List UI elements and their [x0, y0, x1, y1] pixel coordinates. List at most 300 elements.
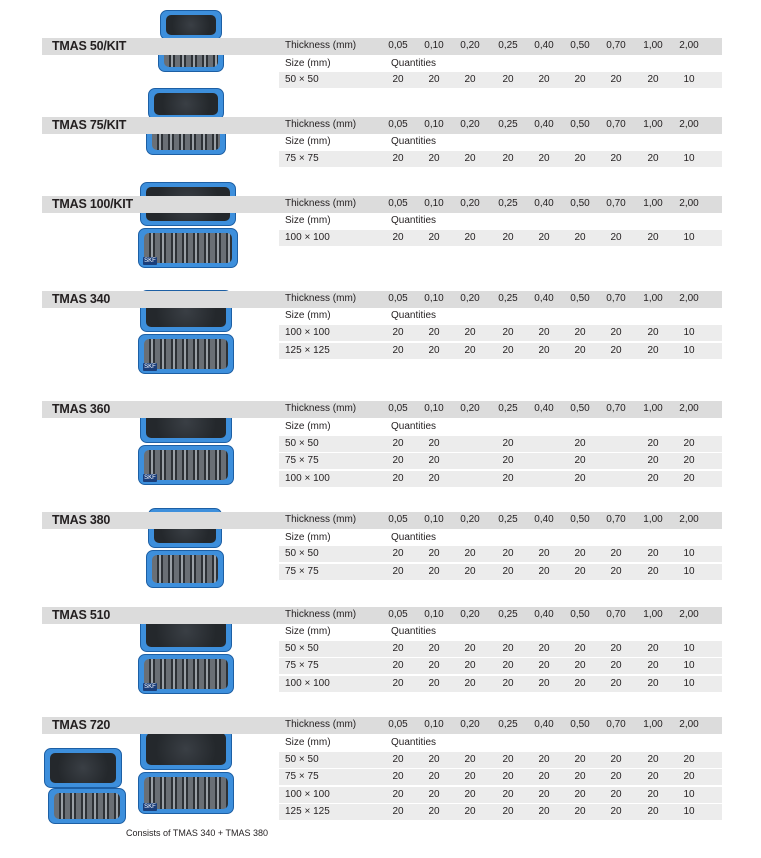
quantity-cell: 20 [538, 754, 550, 765]
quantity-cell: 20 [574, 153, 586, 164]
quantity-cell: 20 [610, 678, 622, 689]
table-row [279, 769, 722, 785]
size-label: Size (mm) [285, 136, 331, 147]
quantity-cell: 20 [538, 643, 550, 654]
case-lid-image [160, 10, 222, 40]
thickness-value: 2,00 [679, 719, 699, 730]
thickness-row [279, 196, 722, 212]
quantity-cell: 20 [647, 232, 659, 243]
quantity-cell: 20 [647, 806, 659, 817]
size-value: 100 × 100 [285, 327, 330, 338]
thickness-value: 0,10 [424, 198, 444, 209]
quantity-cell: 20 [392, 74, 404, 85]
quantity-cell: 20 [574, 806, 586, 817]
thickness-value: 0,70 [606, 119, 626, 130]
thickness-value: 0,10 [424, 293, 444, 304]
quantity-cell: 10 [683, 789, 695, 800]
quantity-cell: 20 [574, 327, 586, 338]
quantity-cell: 20 [392, 438, 404, 449]
table-row [279, 151, 722, 167]
thickness-value: 1,00 [643, 293, 663, 304]
size-value: 75 × 75 [285, 153, 319, 164]
table-row [279, 641, 722, 657]
quantity-cell: 20 [647, 473, 659, 484]
quantity-cell: 20 [683, 771, 695, 782]
thickness-value: 0,25 [498, 514, 518, 525]
quantity-cell: 20 [610, 754, 622, 765]
thickness-value: 0,05 [388, 403, 408, 414]
quantity-cell: 20 [574, 660, 586, 671]
quantity-cell: 20 [502, 74, 514, 85]
thickness-value: 0,25 [498, 719, 518, 730]
quantity-cell: 20 [464, 789, 476, 800]
thickness-value: 0,20 [460, 514, 480, 525]
quantity-cell: 10 [683, 806, 695, 817]
quantity-cell: 20 [392, 327, 404, 338]
quantity-cell: 20 [610, 660, 622, 671]
quantity-cell: 10 [683, 327, 695, 338]
quantity-cell: 20 [392, 473, 404, 484]
quantity-cell: 10 [683, 232, 695, 243]
quantity-cell: 20 [610, 345, 622, 356]
thickness-value: 0,05 [388, 293, 408, 304]
quantity-cell: 10 [683, 566, 695, 577]
size-label: Size (mm) [285, 421, 331, 432]
case-lid-image [44, 748, 122, 788]
quantity-cell: 20 [392, 771, 404, 782]
quantity-cell: 20 [464, 345, 476, 356]
quantity-cell: 20 [464, 678, 476, 689]
quantity-cell: 20 [502, 455, 514, 466]
thickness-value: 0,05 [388, 719, 408, 730]
thickness-value: 0,40 [534, 514, 554, 525]
thickness-value: 0,70 [606, 403, 626, 414]
quantity-cell: 20 [683, 754, 695, 765]
thickness-value: 0,50 [570, 293, 590, 304]
size-label: Size (mm) [285, 532, 331, 543]
skf-logo-icon: SKF [144, 258, 156, 264]
quantity-cell: 20 [683, 473, 695, 484]
thickness-value: 0,40 [534, 119, 554, 130]
thickness-value: 0,05 [388, 609, 408, 620]
quantity-cell: 10 [683, 548, 695, 559]
case-tray-image [138, 334, 234, 374]
size-label: Size (mm) [285, 58, 331, 69]
thickness-value: 0,50 [570, 719, 590, 730]
thickness-value: 0,40 [534, 198, 554, 209]
quantity-cell: 20 [392, 345, 404, 356]
size-header-row [279, 419, 722, 435]
quantity-cell: 20 [574, 74, 586, 85]
thickness-value: 0,20 [460, 719, 480, 730]
thickness-value: 2,00 [679, 609, 699, 620]
quantity-cell: 20 [574, 678, 586, 689]
quantity-cell: 20 [428, 153, 440, 164]
table-row [279, 676, 722, 692]
thickness-value: 0,10 [424, 40, 444, 51]
quantity-cell: 20 [538, 678, 550, 689]
thickness-value: 0,50 [570, 403, 590, 414]
thickness-value: 0,20 [460, 40, 480, 51]
quantity-cell: 20 [502, 153, 514, 164]
quantity-cell: 20 [464, 806, 476, 817]
quantity-cell: 20 [574, 455, 586, 466]
quantity-cell: 20 [647, 327, 659, 338]
quantity-cell: 20 [464, 643, 476, 654]
case-tray-image [138, 228, 238, 268]
thickness-value: 1,00 [643, 609, 663, 620]
quantity-cell: 20 [538, 789, 550, 800]
quantity-cell: 20 [428, 806, 440, 817]
quantity-cell: 20 [610, 327, 622, 338]
skf-logo-icon: SKF [144, 475, 156, 481]
quantity-cell: 20 [610, 232, 622, 243]
quantity-cell: 20 [428, 438, 440, 449]
quantity-cell: 20 [538, 345, 550, 356]
thickness-value: 0,05 [388, 198, 408, 209]
thickness-value: 0,10 [424, 119, 444, 130]
size-header-row [279, 56, 722, 72]
quantity-cell: 20 [464, 771, 476, 782]
thickness-value: 0,20 [460, 119, 480, 130]
thickness-row [279, 717, 722, 733]
table-row [279, 453, 722, 469]
quantity-cell: 20 [502, 232, 514, 243]
thickness-value: 1,00 [643, 719, 663, 730]
quantity-cell: 20 [464, 548, 476, 559]
quantity-cell: 20 [647, 438, 659, 449]
quantity-cell: 20 [428, 232, 440, 243]
quantity-cell: 20 [502, 754, 514, 765]
quantity-cell: 20 [610, 789, 622, 800]
size-header-row [279, 624, 722, 640]
quantity-cell: 20 [574, 566, 586, 577]
thickness-value: 0,70 [606, 198, 626, 209]
table-row [279, 436, 722, 452]
quantity-cell: 20 [538, 327, 550, 338]
quantity-cell: 20 [464, 327, 476, 338]
size-value: 100 × 100 [285, 789, 330, 800]
thickness-value: 1,00 [643, 403, 663, 414]
quantities-label: Quantities [391, 626, 437, 637]
size-value: 125 × 125 [285, 345, 330, 356]
quantity-cell: 20 [502, 789, 514, 800]
quantity-cell: 20 [574, 438, 586, 449]
thickness-value: 0,25 [498, 40, 518, 51]
kit-name: TMAS 340 [52, 292, 111, 306]
thickness-value: 0,10 [424, 514, 444, 525]
quantity-cell: 20 [392, 455, 404, 466]
skf-logo-icon: SKF [144, 684, 156, 690]
thickness-value: 2,00 [679, 198, 699, 209]
thickness-value: 0,05 [388, 119, 408, 130]
quantity-cell: 20 [502, 327, 514, 338]
size-value: 75 × 75 [285, 455, 319, 466]
case-tray-image [48, 788, 126, 824]
quantity-cell: 20 [574, 754, 586, 765]
quantity-cell: 20 [428, 327, 440, 338]
quantities-label: Quantities [391, 58, 437, 69]
thickness-value: 0,10 [424, 609, 444, 620]
size-label: Size (mm) [285, 215, 331, 226]
case-lid-image [140, 728, 232, 770]
kit-name: TMAS 360 [52, 402, 111, 416]
quantity-cell: 20 [647, 153, 659, 164]
quantities-label: Quantities [391, 421, 437, 432]
quantity-cell: 20 [683, 455, 695, 466]
size-value: 50 × 50 [285, 548, 319, 559]
kit-name: TMAS 75/KIT [52, 118, 127, 132]
quantities-label: Quantities [391, 310, 437, 321]
quantity-cell: 20 [428, 771, 440, 782]
size-value: 100 × 100 [285, 473, 330, 484]
thickness-value: 0,25 [498, 293, 518, 304]
quantity-cell: 20 [538, 806, 550, 817]
quantity-cell: 20 [428, 678, 440, 689]
skf-logo-icon: SKF [144, 804, 156, 810]
quantity-cell: 20 [428, 643, 440, 654]
case-tray-image [138, 772, 234, 814]
table-row [279, 787, 722, 803]
quantity-cell: 10 [683, 643, 695, 654]
quantity-cell: 20 [392, 678, 404, 689]
quantity-cell: 20 [647, 678, 659, 689]
thickness-value: 1,00 [643, 514, 663, 525]
thickness-value: 1,00 [643, 119, 663, 130]
quantities-label: Quantities [391, 532, 437, 543]
quantity-cell: 20 [610, 643, 622, 654]
thickness-value: 0,20 [460, 293, 480, 304]
quantity-cell: 20 [502, 438, 514, 449]
quantity-cell: 20 [538, 153, 550, 164]
thickness-value: 0,70 [606, 514, 626, 525]
quantity-cell: 20 [647, 789, 659, 800]
table-row [279, 546, 722, 562]
quantity-cell: 20 [392, 789, 404, 800]
quantity-cell: 20 [428, 566, 440, 577]
quantity-cell: 20 [538, 771, 550, 782]
kit-name: TMAS 510 [52, 608, 111, 622]
thickness-value: 0,40 [534, 719, 554, 730]
thickness-value: 0,20 [460, 403, 480, 414]
quantity-cell: 20 [647, 771, 659, 782]
quantity-cell: 20 [647, 660, 659, 671]
kit-name: TMAS 380 [52, 513, 111, 527]
thickness-value: 0,40 [534, 293, 554, 304]
quantity-cell: 20 [502, 548, 514, 559]
thickness-value: 0,70 [606, 719, 626, 730]
quantity-cell: 20 [574, 771, 586, 782]
quantity-cell: 20 [574, 643, 586, 654]
quantity-cell: 20 [392, 806, 404, 817]
quantity-cell: 20 [428, 74, 440, 85]
size-value: 75 × 75 [285, 660, 319, 671]
quantity-cell: 20 [502, 678, 514, 689]
case-tray-image [138, 654, 234, 694]
quantity-cell: 20 [647, 643, 659, 654]
thickness-value: 0,70 [606, 293, 626, 304]
quantity-cell: 20 [392, 153, 404, 164]
thickness-label: Thickness (mm) [285, 403, 357, 414]
size-header-row [279, 308, 722, 324]
thickness-value: 0,05 [388, 514, 408, 525]
thickness-value: 0,40 [534, 403, 554, 414]
size-label: Size (mm) [285, 626, 331, 637]
quantity-cell: 10 [683, 74, 695, 85]
size-header-row [279, 530, 722, 546]
thickness-row [279, 512, 722, 528]
quantity-cell: 20 [538, 232, 550, 243]
size-value: 100 × 100 [285, 232, 330, 243]
quantity-cell: 20 [538, 74, 550, 85]
quantity-cell: 10 [683, 678, 695, 689]
table-row [279, 471, 722, 487]
thickness-value: 2,00 [679, 514, 699, 525]
thickness-value: 2,00 [679, 403, 699, 414]
quantity-cell: 20 [610, 771, 622, 782]
thickness-value: 0,10 [424, 403, 444, 414]
thickness-value: 0,50 [570, 40, 590, 51]
size-value: 100 × 100 [285, 678, 330, 689]
size-value: 50 × 50 [285, 754, 319, 765]
thickness-label: Thickness (mm) [285, 293, 357, 304]
quantity-cell: 20 [428, 345, 440, 356]
quantity-cell: 20 [428, 548, 440, 559]
quantities-label: Quantities [391, 215, 437, 226]
quantity-cell: 20 [428, 789, 440, 800]
size-value: 50 × 50 [285, 438, 319, 449]
quantity-cell: 20 [683, 438, 695, 449]
thickness-value: 0,10 [424, 719, 444, 730]
quantity-cell: 20 [502, 771, 514, 782]
quantity-cell: 20 [647, 455, 659, 466]
table-row [279, 343, 722, 359]
thickness-value: 0,25 [498, 198, 518, 209]
table-row [279, 752, 722, 768]
thickness-value: 0,50 [570, 609, 590, 620]
quantity-cell: 20 [464, 566, 476, 577]
quantity-cell: 20 [392, 643, 404, 654]
thickness-label: Thickness (mm) [285, 40, 357, 51]
quantity-cell: 20 [464, 232, 476, 243]
quantity-cell: 20 [464, 660, 476, 671]
thickness-value: 0,50 [570, 514, 590, 525]
thickness-value: 0,50 [570, 198, 590, 209]
table-row [279, 325, 722, 341]
quantity-cell: 20 [502, 473, 514, 484]
quantity-cell: 20 [428, 660, 440, 671]
kit-name: TMAS 100/KIT [52, 197, 133, 211]
quantity-cell: 20 [392, 754, 404, 765]
thickness-row [279, 401, 722, 417]
quantity-cell: 10 [683, 660, 695, 671]
quantity-cell: 10 [683, 153, 695, 164]
case-tray-image [146, 550, 224, 588]
quantity-cell: 20 [392, 660, 404, 671]
thickness-value: 0,05 [388, 40, 408, 51]
thickness-value: 0,40 [534, 609, 554, 620]
thickness-value: 2,00 [679, 293, 699, 304]
quantity-cell: 20 [538, 566, 550, 577]
quantity-cell: 20 [574, 473, 586, 484]
thickness-value: 0,25 [498, 119, 518, 130]
size-value: 50 × 50 [285, 643, 319, 654]
quantities-label: Quantities [391, 737, 437, 748]
quantity-cell: 20 [647, 74, 659, 85]
size-value: 50 × 50 [285, 74, 319, 85]
case-lid-image [148, 88, 224, 120]
kit-composition-note: Consists of TMAS 340 + TMAS 380 [126, 828, 268, 838]
thickness-label: Thickness (mm) [285, 514, 357, 525]
thickness-value: 0,50 [570, 119, 590, 130]
quantity-cell: 10 [683, 345, 695, 356]
thickness-value: 0,20 [460, 609, 480, 620]
quantity-cell: 20 [647, 548, 659, 559]
thickness-row [279, 38, 722, 54]
quantity-cell: 20 [574, 789, 586, 800]
quantity-cell: 20 [647, 345, 659, 356]
quantity-cell: 20 [610, 566, 622, 577]
quantity-cell: 20 [428, 455, 440, 466]
case-tray-image [138, 445, 234, 485]
thickness-label: Thickness (mm) [285, 198, 357, 209]
quantity-cell: 20 [502, 345, 514, 356]
quantity-cell: 20 [610, 74, 622, 85]
quantity-cell: 20 [647, 566, 659, 577]
size-label: Size (mm) [285, 737, 331, 748]
table-row [279, 804, 722, 820]
table-row [279, 658, 722, 674]
thickness-row [279, 117, 722, 133]
quantity-cell: 20 [574, 345, 586, 356]
kit-name: TMAS 50/KIT [52, 39, 127, 53]
quantity-cell: 20 [538, 660, 550, 671]
size-header-row [279, 213, 722, 229]
size-value: 75 × 75 [285, 566, 319, 577]
thickness-value: 0,25 [498, 403, 518, 414]
thickness-value: 2,00 [679, 40, 699, 51]
quantity-cell: 20 [392, 548, 404, 559]
quantity-cell: 20 [574, 232, 586, 243]
thickness-label: Thickness (mm) [285, 719, 357, 730]
thickness-value: 0,20 [460, 198, 480, 209]
thickness-value: 0,70 [606, 609, 626, 620]
thickness-value: 0,70 [606, 40, 626, 51]
thickness-value: 0,40 [534, 40, 554, 51]
quantity-cell: 20 [502, 660, 514, 671]
size-header-row [279, 735, 722, 751]
quantities-label: Quantities [391, 136, 437, 147]
kit-name: TMAS 720 [52, 718, 111, 732]
quantity-cell: 20 [502, 643, 514, 654]
quantity-cell: 20 [610, 806, 622, 817]
size-value: 125 × 125 [285, 806, 330, 817]
thickness-value: 1,00 [643, 198, 663, 209]
quantity-cell: 20 [538, 548, 550, 559]
quantity-cell: 20 [464, 754, 476, 765]
quantity-cell: 20 [502, 806, 514, 817]
quantity-cell: 20 [502, 566, 514, 577]
thickness-value: 2,00 [679, 119, 699, 130]
table-row [279, 230, 722, 246]
thickness-row [279, 291, 722, 307]
quantity-cell: 20 [610, 153, 622, 164]
quantity-cell: 20 [610, 548, 622, 559]
thickness-value: 0,25 [498, 609, 518, 620]
table-row [279, 564, 722, 580]
quantity-cell: 20 [392, 232, 404, 243]
quantity-cell: 20 [428, 473, 440, 484]
